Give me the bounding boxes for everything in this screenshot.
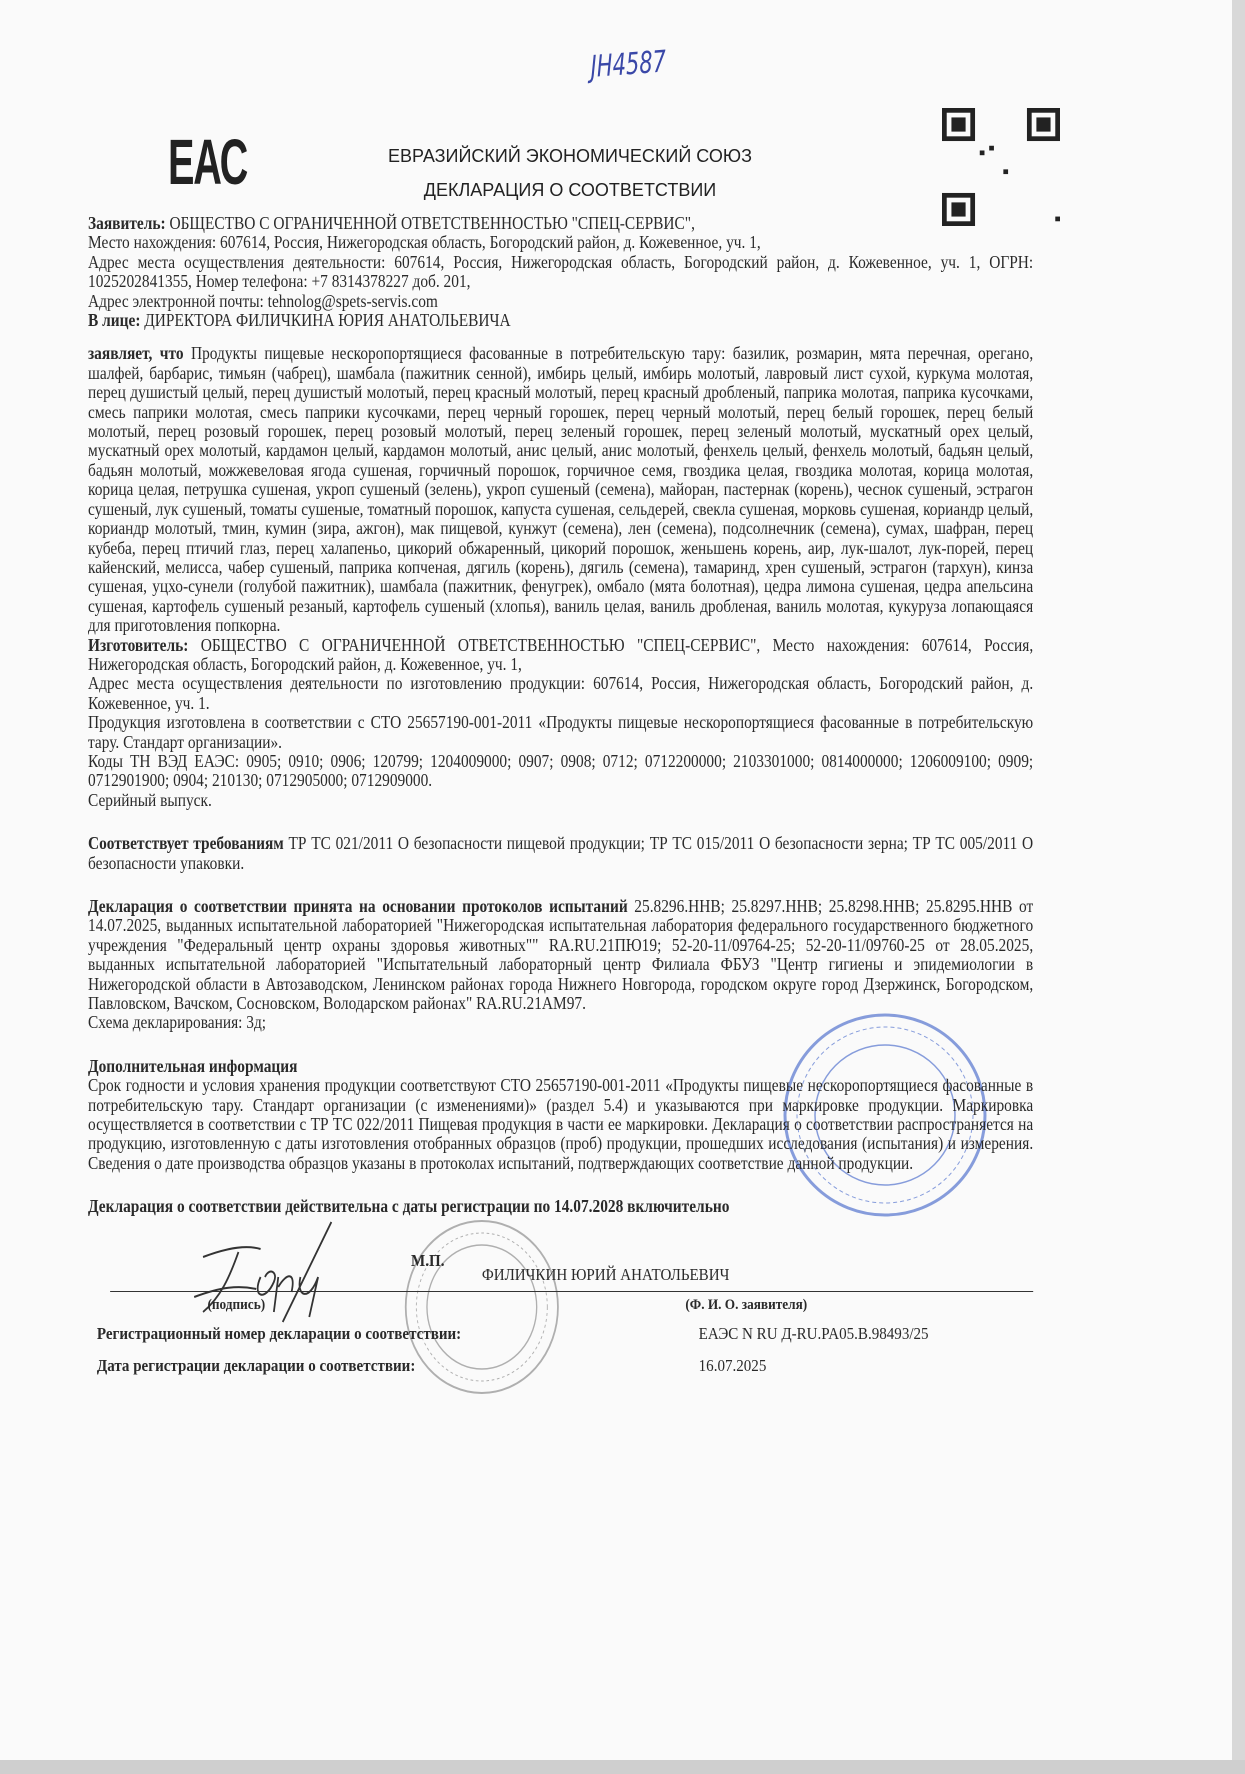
signature-block: [88, 1247, 1033, 1382]
registration-date-row: [88, 1350, 1033, 1382]
applicant-label: Заявитель:: [88, 213, 166, 233]
document-body: [88, 214, 1033, 1382]
additional-title: Дополнительная информация: [88, 1055, 298, 1076]
declaration-section: [88, 344, 1033, 810]
additional-section: [88, 1057, 1033, 1173]
handwritten-number: ЈН4587: [590, 44, 667, 85]
basis-label: Декларация о соответствии принята на основании протоколов испытаний: [88, 896, 628, 916]
hs-codes: Коды ТН ВЭД ЕАЭС: 0905; 0910; 0906; 120799; 1204009000; 0907; 0908; 0712; 0712200000; 2103301000; 0814000000; 1206009100; 0909; 0712901900; 0904; 210130; 0712905000; 0712909000.: [88, 750, 1034, 791]
applicant-location: Место нахождения: 607614, Россия, Нижегородская область, Богородский район, д. Кожевенное, уч. 1,: [88, 232, 761, 253]
applicant-email: Адрес электронной почты: tehnolog@spets-servis.com: [88, 290, 438, 311]
production-address: Адрес места осуществления деятельности по изготовлению продукции: 607614, Россия, Нижегородская область, Богородский район, д. Кожевенное, уч. 1.: [88, 673, 1034, 713]
declaration-scheme: Схема декларирования: 3д;: [88, 1012, 267, 1033]
applicant-name: ОБЩЕСТВО С ОГРАНИЧЕННОЙ ОТВЕТСТВЕННОСТЬЮ "СПЕЦ-СЕРВИС",: [165, 213, 695, 233]
release-type: Серийный выпуск.: [88, 789, 212, 810]
registration-number: ЕАЭС N RU Д-RU.PA05.B.98493/25: [698, 1323, 929, 1343]
scan-edge: [1232, 0, 1245, 1774]
basis-section: [88, 897, 1033, 1033]
applicant-activity-address: Адрес места осуществления деятельности: 607614, Россия, Нижегородская область, Богородский район, д. Кожевенное, уч. 1, ОГРН: 1025202841355, Номер телефона: +7 8314378227 доб. 201,: [88, 251, 1034, 292]
compliance-text: ТР ТС 021/2011 О безопасности пищевой продукции; ТР ТС 015/2011 О безопасности зерна; ТР ТС 005/2011 О безопасности упаковки.: [88, 833, 1034, 873]
person-label: В лице:: [88, 310, 141, 331]
manufacturer-text: ОБЩЕСТВО С ОГРАНИЧЕННОЙ ОТВЕТСТВЕННОСТЬЮ "СПЕЦ-СЕРВИС", Место нахождения: 607614, Россия, Нижегородская область, Богородский район, д. Кожевенное, уч. 1,: [88, 634, 1034, 674]
signature-caption: (подпись): [207, 1296, 266, 1313]
union-title: ЕВРАЗИЙСКИЙ ЭКОНОМИЧЕСКИЙ СОЮЗ: [388, 146, 752, 166]
registration-number-label: Регистрационный номер декларации о соответствии:: [96, 1323, 462, 1343]
caption-row: [88, 1292, 1033, 1318]
manufacturer-label: Изготовитель:: [88, 634, 189, 655]
name-caption: (Ф. И. О. заявителя): [685, 1296, 808, 1313]
document-title: ДЕКЛАРАЦИЯ О СООТВЕТСТВИИ: [423, 180, 717, 200]
basis-text: 25.8296.ННВ; 25.8297.ННВ; 25.8298.ННВ; 25.8295.ННВ от 14.07.2025, выданных испытательной лабораторией "Нижегородская испытательная лаборатория федерального государственного бюджетного учреждения "Федеральный центр охраны здоровья животных"" RA.RU.21ПЮ19; 52-20-11/09764-25; 52-20-11/09760-25 от 28.05.2025, выданных испытательной лабораторией "Испытательный лабораторный центр Филиала ФБУЗ "Центр гигиены и эпидемиологии в Нижегородской области в Автозаводском, Ленинском районах города Нижнего Новгорода, городском округе город Дзержинск, Богородском, Павловском, Вачском, Сосновском, Володарском районах" RA.RU.21АМ97.: [88, 896, 1034, 1014]
additional-text: Срок годности и условия хранения продукции соответствуют СТО 25657190-001-2011 «Продукты пищевые нескоропортящиеся фасованные в потребительскую тару. Стандарт организации (с изменениями)» (раздел 5.4) и указываются при маркировке продукции. Маркировка осуществляется в соответствии с ТР ТС 022/2011 Пищевая продукция в части ее маркировки. Декларация о соответствии распространяется на продукцию, изготовленную с даты изготовления отобранных образцов (проб) продукции, прошедших исследования (испытания) и измерения. Сведения о дате производства образцов указаны в протоколах испытаний, подтверждающих соответствие данной продукции.: [88, 1075, 1034, 1173]
seal-place-label: М.П.: [411, 1250, 445, 1270]
signatory-name: ФИЛИЧКИН ЮРИЙ АНАТОЛЬЕВИЧ: [481, 1264, 730, 1284]
qr-code-icon: [942, 108, 1060, 226]
applicant-section: [88, 214, 1033, 330]
scan-bottom-edge: [0, 1760, 1245, 1774]
product-list: Продукты пищевые нескоропортящиеся фасованные в потребительскую тару: базилик, розмарин, мята перечная, орегано, шалфей, барбарис, тимьян (чабрец), шамбала (пажитник сенной), имбирь целый, имбирь молотый, лавровый лист сухой, куркума молотая, перец душистый целый, перец душистый молотый, перец красный молотый, перец красный дробленый, паприка молотая, паприка кусочками, смесь паприки молотая, смесь паприки кусочками, перец черный горошек, перец черный молотый, перец белый горошек, перец белый молотый, перец розовый горошек, перец розовый молотый, перец зеленый горошек, перец зеленый молотый, мускатный орех целый, мускатный орех молотый, кардамон целый, кардамон молотый, анис целый, анис молотый, фенхель целый, фенхель молотый, бадьян целый, бадьян молотый, можжевеловая ягода сушеная, горчичный порошок, горчичное семя, гвоздика целая, гвоздика молотая, корица молотая, корица целая, петрушка сушеная, укроп сушеный (зелень), укроп сушеный (семена), майоран, пастернак (корень), чеснок сушеный, эстрагон сушеный, лук сушеный, томаты сушеные, томатный порошок, капуста сушеная, сельдерей, свекла сушеная, морковь сушеная, кориандр целый, кориандр молотый, тмин, кумин (зира, ажгон), мак пищевой, кунжут (семена), лен (семена), подсолнечник (семена), сумах, шафран, перец кубеба, перец птичий глаз, перец халапеньо, цикорий обжаренный, цикорий порошок, женьшень корень, аир, лук-шалот, лук-порей, перец кайенский, мелисса, чабер сушеный, паприка копченая, дягиль (корень), дягиль (семена), тамаринд, хрен сушеный, эстрагон (тархун), кинза сушеная, уцхо-сунели (голубой пажитник), шамбала (пажитник, фенугрек), омбало (мята болотная), цедра лимона сушеная, цедра апельсина сушеная, картофель сушеный резаный, картофель сушеный (хлопья), ваниль целая, ваниль дробленая, ваниль молотая, кукуруза лопающаяся для приготовления попкорна.: [88, 343, 1034, 636]
eac-logo: ЕАС: [168, 126, 248, 198]
validity-section: [88, 1197, 1033, 1216]
compliance-label: Соответствует требованиям: [88, 833, 284, 854]
declares-label: заявляет, что: [88, 343, 184, 364]
production-standard: Продукция изготовлена в соответствии с СТО 25657190-001-2011 «Продукты пищевые нескоропортящиеся фасованные в потребительскую тару. Стандарт организации».: [88, 712, 1034, 752]
registration-number-row: [88, 1318, 1033, 1350]
compliance-section: [88, 834, 1033, 873]
registration-date-label: Дата регистрации декларации о соответствии:: [96, 1355, 416, 1375]
signature-row: [110, 1247, 1033, 1292]
validity-text: Декларация о соответствии действительна с даты регистрации по 14.07.2028 включительно: [88, 1196, 730, 1217]
person-name: ДИРЕКТОРА ФИЛИЧКИНА ЮРИЯ АНАТОЛЬЕВИЧА: [140, 310, 511, 331]
registration-date: 16.07.2025: [698, 1355, 767, 1375]
